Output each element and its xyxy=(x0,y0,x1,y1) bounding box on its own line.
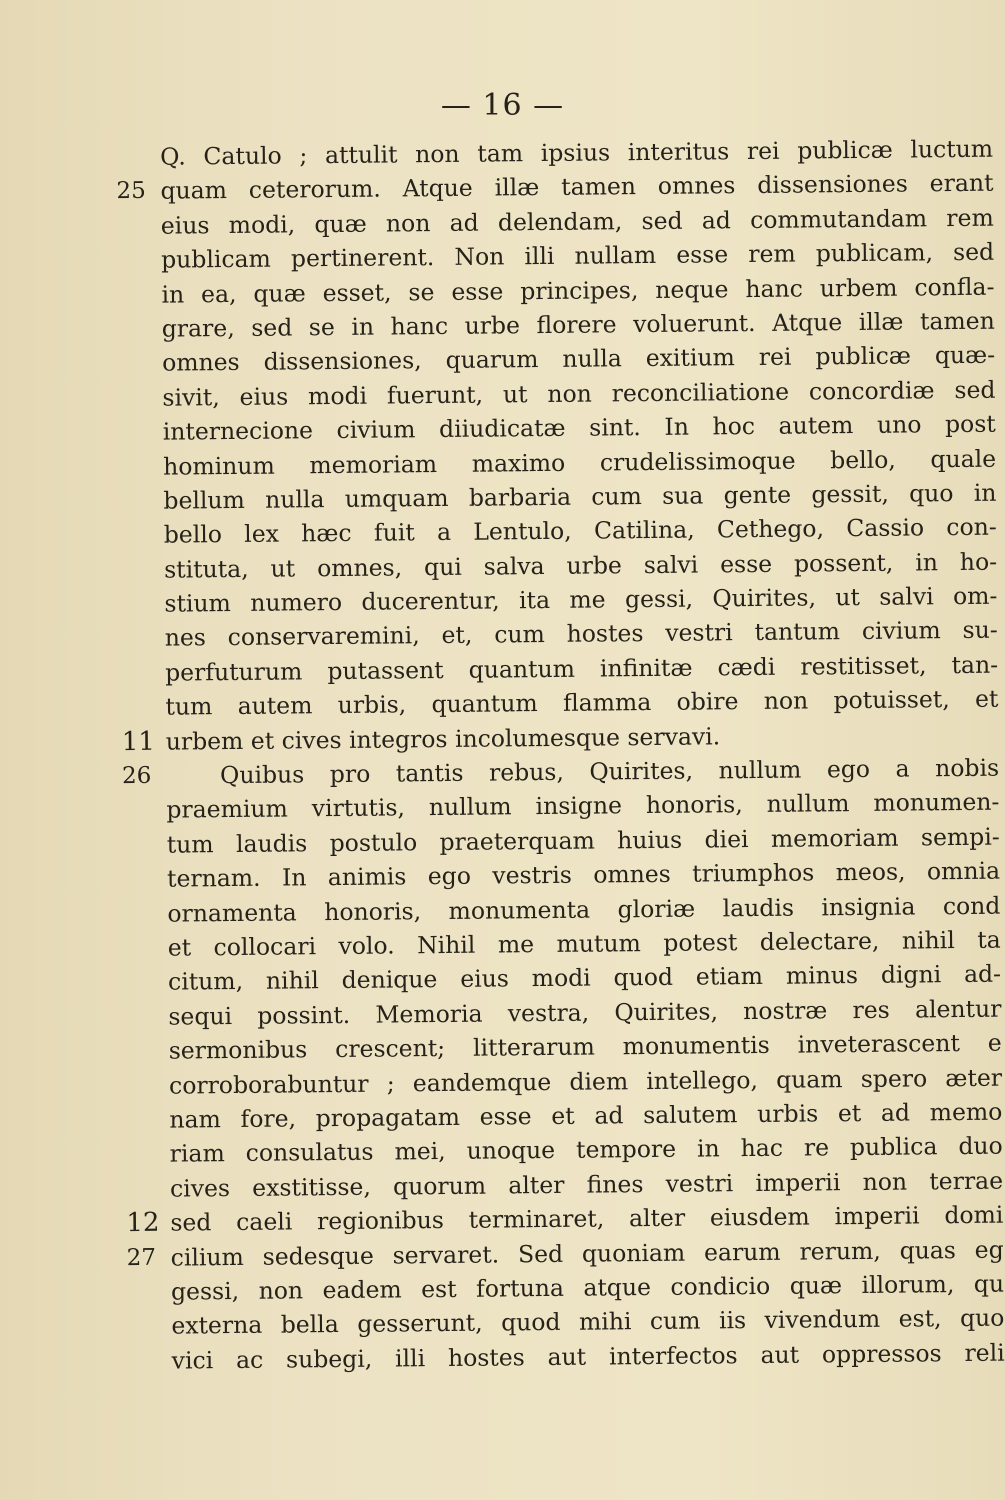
margin-number: 27 xyxy=(126,1244,157,1271)
line-text: Q. Catulo ; attulit non tam ipsius interitus rei publicæ luctum xyxy=(160,134,994,171)
line-text: publicam pertinerent. Non illi nullam esse rem publicam, sed xyxy=(161,237,995,274)
text-lines xyxy=(116,132,1005,1378)
line-text: ternam. In animis ego vestris omnes triumphos meos, omnia xyxy=(166,856,1001,893)
line-text: nes conservaremini, et, cum hostes vestri tantum civium su- xyxy=(164,616,998,653)
line-text: tum laudis postulo praeterquam huius diei memoriam sempi- xyxy=(166,822,1000,859)
margin-number: 12 xyxy=(126,1207,160,1239)
line-text: corroborabuntur ; eandemque diem intellego, quam spero æter xyxy=(168,1063,1003,1100)
line-text: sed caeli regionibus terminaret, alter eiusdem imperii domi xyxy=(170,1200,1004,1237)
line-text: quam ceterorum. Atque illæ tamen omnes dissensiones erant xyxy=(160,169,994,206)
line-text: cilium sedesque servaret. Sed quoniam earum rerum, quas eg xyxy=(170,1235,1004,1272)
line-text: praemium virtutis, nullum insigne honoris, nullum monumen- xyxy=(166,788,1000,825)
margin-number: 25 xyxy=(116,178,146,205)
line-text: riam consulatus mei, unoque tempore in hac re publica duo xyxy=(169,1131,1003,1168)
line-text: sermonibus crescent; litterarum monumentis inveterascent e xyxy=(168,1028,1002,1065)
margin-number: 26 xyxy=(121,762,152,790)
text-block xyxy=(116,134,1005,1378)
text-line xyxy=(140,1335,1005,1378)
line-text: hominum memoriam maximo crudelissimoque bello, quale xyxy=(162,444,997,481)
line-text: tum autem urbis, quantum flamma obire non potuisset, et xyxy=(165,684,999,721)
line-text: externa bella gesserunt, quod mihi cum iis vivendum est, quo xyxy=(171,1303,1005,1340)
line-text: citum, nihil denique eius modi quod etiam minus digni ad- xyxy=(167,960,1002,997)
margin-number: 11 xyxy=(121,726,156,757)
line-text: stium numero ducerentur, ita me gessi, Quirites, ut salvi om- xyxy=(164,581,998,618)
line-text: ornamenta honoris, monumenta gloriæ laudis insignia cond xyxy=(167,891,1001,928)
line-text: gessi, non eadem est fortuna atque condicio quæ illorum, qu xyxy=(170,1269,1005,1306)
line-text: Quibus pro tantis rebus, Quirites, nullum ego a nobis xyxy=(219,753,1000,790)
line-text: cives exstitisse, quorum alter fines vestri imperii non terrae xyxy=(169,1166,1004,1203)
line-text: nam fore, propagatam esse et ad salutem urbis et ad memo xyxy=(169,1097,1003,1134)
line-text: vici ac subegi, illi hostes aut interfectos aut oppressos reli xyxy=(171,1338,1005,1375)
line-text: eius modi, quæ non ad delendam, sed ad commutandam rem xyxy=(160,203,994,240)
line-text: et collocari volo. Nihil me mutum potest delectare, nihil ta xyxy=(167,925,1001,962)
line-text: perfuturum putassent quantum infinitæ cædi restitisset, tan- xyxy=(164,650,999,687)
line-text: sequi possint. Memoria vestra, Quirites, nostræ res alentur xyxy=(168,994,1002,1031)
line-text: sivit, eius modi fuerunt, ut non reconciliatione concordiæ sed xyxy=(162,375,996,412)
line-text: urbem et cives integros incolumesque servavi. xyxy=(165,721,721,756)
page-number: — 16 — xyxy=(440,88,565,123)
line-text: omnes dissensiones, quarum nulla exitium rei publicæ quæ- xyxy=(162,341,996,378)
line-text: in ea, quæ esset, se esse principes, neque hanc urbem confla- xyxy=(161,272,995,309)
line-text: internecione civium diiudicatæ sint. In hoc autem uno post xyxy=(162,409,996,446)
line-text: stituta, ut omnes, qui salva urbe salvi esse possent, in ho- xyxy=(163,547,998,584)
line-text: bello lex hæc fuit a Lentulo, Catilina, Cethego, Cassio con- xyxy=(163,512,997,549)
line-text: bellum nulla umquam barbaria cum sua gente gessit, quo in xyxy=(163,478,997,515)
line-text: grare, sed se in hanc urbe florere voluerunt. Atque illæ tamen xyxy=(161,306,995,343)
